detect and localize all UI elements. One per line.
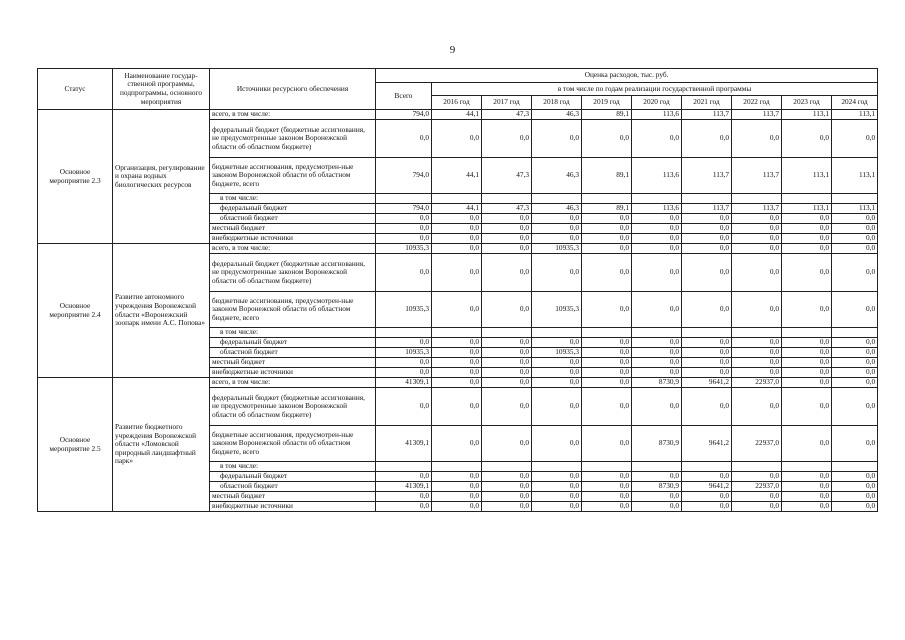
year-value-cell: 0,0	[832, 426, 878, 462]
year-value-cell: 0,0	[432, 388, 482, 426]
year-value-cell: 0,0	[682, 358, 732, 368]
year-value-cell: 0,0	[532, 358, 582, 368]
year-value-cell: 0,0	[632, 472, 682, 482]
total-value-cell: 0,0	[376, 502, 432, 512]
header-year: 2022 год	[732, 96, 782, 110]
source-cell: местный бюджет	[210, 492, 376, 502]
page-number: 9	[449, 44, 456, 56]
year-value-cell: 0,0	[782, 214, 832, 224]
source-cell: в том числе:	[210, 462, 376, 472]
year-value-cell: 22937,0	[732, 482, 782, 492]
year-value-cell: 0,0	[832, 368, 878, 378]
year-value-cell: 0,0	[432, 254, 482, 292]
header-year: 2016 год	[432, 96, 482, 110]
header-total: Всего	[376, 83, 432, 110]
total-value-cell: 0,0	[376, 358, 432, 368]
year-value-cell: 0,0	[532, 472, 582, 482]
year-value-cell: 0,0	[682, 502, 732, 512]
year-value-cell: 0,0	[782, 254, 832, 292]
source-cell: всего, в том числе:	[210, 378, 376, 388]
year-value-cell	[432, 328, 482, 338]
year-value-cell: 89,1	[582, 158, 632, 194]
year-value-cell: 0,0	[432, 348, 482, 358]
year-value-cell	[632, 328, 682, 338]
year-value-cell: 0,0	[632, 244, 682, 254]
year-value-cell: 113,7	[732, 158, 782, 194]
year-value-cell: 0,0	[432, 292, 482, 328]
year-value-cell: 0,0	[632, 338, 682, 348]
header-name: Наименование государ-ственной программы, подпрограммы, основного мероприятия	[113, 69, 210, 110]
source-cell: внебюджетные источники	[210, 502, 376, 512]
year-value-cell: 0,0	[832, 358, 878, 368]
year-value-cell: 22937,0	[732, 426, 782, 462]
source-cell: федеральный бюджет	[210, 204, 376, 214]
activity-name-cell: Организация, регулирование и охрана водных биологических ресурсов	[113, 110, 210, 244]
year-value-cell: 0,0	[582, 120, 632, 158]
year-value-cell: 0,0	[782, 244, 832, 254]
source-cell: федеральный бюджет (бюджетные ассигнования, не предусмотренные законом Воронежской области об областном бюджете)	[210, 254, 376, 292]
year-value-cell: 9641,2	[682, 426, 732, 462]
source-cell: бюджетные ассигнования, предусмотрен-ные законом Воронежской области об областном бюджете, всего	[210, 426, 376, 462]
year-value-cell: 0,0	[732, 502, 782, 512]
year-value-cell: 0,0	[782, 482, 832, 492]
table-row	[38, 244, 878, 254]
year-value-cell: 0,0	[632, 502, 682, 512]
total-value-cell: 794,0	[376, 158, 432, 194]
year-value-cell: 0,0	[482, 368, 532, 378]
year-value-cell: 0,0	[582, 426, 632, 462]
year-value-cell: 0,0	[432, 472, 482, 482]
year-value-cell: 0,0	[782, 224, 832, 234]
year-value-cell: 0,0	[532, 120, 582, 158]
total-value-cell: 0,0	[376, 472, 432, 482]
total-value-cell: 0,0	[376, 224, 432, 234]
table-body	[38, 110, 878, 512]
year-value-cell: 0,0	[782, 120, 832, 158]
total-value-cell: 10935,3	[376, 348, 432, 358]
year-value-cell: 0,0	[532, 254, 582, 292]
year-value-cell: 0,0	[532, 234, 582, 244]
total-value-cell: 0,0	[376, 388, 432, 426]
year-value-cell: 0,0	[632, 214, 682, 224]
source-cell: местный бюджет	[210, 358, 376, 368]
year-value-cell: 0,0	[832, 482, 878, 492]
year-value-cell: 8730,9	[632, 426, 682, 462]
status-cell: Основное мероприятие 2.4	[38, 244, 113, 378]
year-value-cell: 0,0	[632, 234, 682, 244]
year-value-cell: 0,0	[682, 338, 732, 348]
year-value-cell	[532, 194, 582, 204]
year-value-cell: 113,7	[682, 158, 732, 194]
year-value-cell: 0,0	[632, 388, 682, 426]
year-value-cell	[732, 462, 782, 472]
year-value-cell: 10935,3	[532, 348, 582, 358]
total-value-cell: 10935,3	[376, 244, 432, 254]
year-value-cell: 0,0	[732, 492, 782, 502]
year-value-cell: 0,0	[482, 338, 532, 348]
year-value-cell: 0,0	[582, 482, 632, 492]
year-value-cell: 0,0	[482, 214, 532, 224]
total-value-cell	[376, 328, 432, 338]
year-value-cell	[482, 194, 532, 204]
year-value-cell: 0,0	[732, 224, 782, 234]
source-cell: всего, в том числе:	[210, 244, 376, 254]
year-value-cell: 0,0	[482, 502, 532, 512]
total-value-cell: 0,0	[376, 214, 432, 224]
year-value-cell: 113,7	[682, 110, 732, 120]
year-value-cell: 0,0	[582, 348, 632, 358]
year-value-cell: 0,0	[432, 214, 482, 224]
year-value-cell: 0,0	[532, 426, 582, 462]
year-value-cell: 89,1	[582, 110, 632, 120]
year-value-cell: 0,0	[732, 472, 782, 482]
year-value-cell: 0,0	[432, 244, 482, 254]
source-cell: федеральный бюджет (бюджетные ассигнования, не предусмотренные законом Воронежской области об областном бюджете)	[210, 388, 376, 426]
source-cell: местный бюджет	[210, 224, 376, 234]
source-cell: федеральный бюджет (бюджетные ассигнования, не предусмотренные законом Воронежской области об областном бюджете)	[210, 120, 376, 158]
year-value-cell: 0,0	[482, 482, 532, 492]
year-value-cell: 0,0	[582, 388, 632, 426]
year-value-cell: 0,0	[482, 358, 532, 368]
year-value-cell: 0,0	[482, 120, 532, 158]
year-value-cell: 47,3	[482, 158, 532, 194]
year-value-cell: 46,3	[532, 204, 582, 214]
year-value-cell: 0,0	[682, 472, 732, 482]
year-value-cell: 0,0	[832, 244, 878, 254]
year-value-cell: 0,0	[582, 338, 632, 348]
year-value-cell: 0,0	[432, 378, 482, 388]
year-value-cell: 0,0	[782, 292, 832, 328]
table-row	[38, 378, 878, 388]
year-value-cell: 113,6	[632, 110, 682, 120]
year-value-cell: 0,0	[832, 378, 878, 388]
year-value-cell: 0,0	[532, 378, 582, 388]
header-year: 2020 год	[632, 96, 682, 110]
year-value-cell: 0,0	[432, 338, 482, 348]
year-value-cell: 113,7	[682, 204, 732, 214]
year-value-cell: 0,0	[782, 472, 832, 482]
year-value-cell: 0,0	[482, 292, 532, 328]
year-value-cell: 0,0	[682, 234, 732, 244]
year-value-cell	[582, 194, 632, 204]
year-value-cell: 0,0	[532, 338, 582, 348]
year-value-cell	[682, 462, 732, 472]
year-value-cell: 0,0	[582, 502, 632, 512]
header-status: Статус	[38, 69, 113, 110]
year-value-cell: 0,0	[532, 492, 582, 502]
year-value-cell: 0,0	[482, 388, 532, 426]
year-value-cell: 0,0	[832, 472, 878, 482]
year-value-cell: 0,0	[582, 492, 632, 502]
year-value-cell: 0,0	[782, 368, 832, 378]
year-value-cell: 89,1	[582, 204, 632, 214]
year-value-cell: 9641,2	[682, 482, 732, 492]
year-value-cell: 0,0	[782, 348, 832, 358]
total-value-cell: 0,0	[376, 234, 432, 244]
year-value-cell: 113,1	[832, 204, 878, 214]
year-value-cell: 0,0	[582, 358, 632, 368]
year-value-cell: 0,0	[832, 234, 878, 244]
year-value-cell: 0,0	[732, 234, 782, 244]
year-value-cell: 0,0	[432, 120, 482, 158]
year-value-cell: 47,3	[482, 110, 532, 120]
year-value-cell: 9641,2	[682, 378, 732, 388]
source-cell: областной бюджет	[210, 348, 376, 358]
source-cell: областной бюджет	[210, 482, 376, 492]
source-cell: внебюджетные источники	[210, 368, 376, 378]
total-value-cell: 794,0	[376, 204, 432, 214]
year-value-cell: 0,0	[432, 234, 482, 244]
year-value-cell	[482, 462, 532, 472]
year-value-cell: 0,0	[432, 224, 482, 234]
year-value-cell	[432, 462, 482, 472]
year-value-cell: 44,1	[432, 158, 482, 194]
year-value-cell: 0,0	[732, 348, 782, 358]
year-value-cell: 0,0	[832, 214, 878, 224]
year-value-cell	[532, 328, 582, 338]
year-value-cell: 0,0	[832, 502, 878, 512]
year-value-cell: 0,0	[732, 338, 782, 348]
year-value-cell: 0,0	[432, 426, 482, 462]
header-sources: Источники ресурсного обеспечения	[210, 69, 376, 110]
year-value-cell	[432, 194, 482, 204]
header-year: 2019 год	[582, 96, 632, 110]
year-value-cell: 0,0	[532, 368, 582, 378]
year-value-cell: 0,0	[732, 244, 782, 254]
year-value-cell	[782, 328, 832, 338]
year-value-cell: 0,0	[632, 358, 682, 368]
year-value-cell: 0,0	[482, 254, 532, 292]
year-value-cell	[582, 328, 632, 338]
header-year: 2018 год	[532, 96, 582, 110]
year-value-cell: 0,0	[632, 120, 682, 158]
year-value-cell	[832, 328, 878, 338]
total-value-cell: 0,0	[376, 120, 432, 158]
year-value-cell: 0,0	[832, 292, 878, 328]
source-cell: федеральный бюджет	[210, 472, 376, 482]
source-cell: в том числе:	[210, 194, 376, 204]
year-value-cell: 0,0	[782, 388, 832, 426]
year-value-cell: 0,0	[432, 482, 482, 492]
year-value-cell: 0,0	[732, 254, 782, 292]
year-value-cell: 0,0	[582, 224, 632, 234]
year-value-cell: 0,0	[682, 368, 732, 378]
year-value-cell: 0,0	[632, 348, 682, 358]
total-value-cell: 0,0	[376, 338, 432, 348]
year-value-cell	[632, 462, 682, 472]
year-value-cell: 0,0	[682, 292, 732, 328]
status-cell: Основное мероприятие 2.3	[38, 110, 113, 244]
source-cell: всего, в том числе:	[210, 110, 376, 120]
year-value-cell	[532, 462, 582, 472]
year-value-cell	[832, 462, 878, 472]
header-year: 2023 год	[782, 96, 832, 110]
year-value-cell: 10935,3	[532, 292, 582, 328]
year-value-cell: 113,1	[832, 110, 878, 120]
year-value-cell: 113,1	[782, 158, 832, 194]
year-value-cell: 0,0	[682, 244, 732, 254]
resource-table	[37, 68, 878, 512]
year-value-cell: 10935,3	[532, 244, 582, 254]
year-value-cell: 0,0	[532, 214, 582, 224]
status-cell: Основное мероприятие 2.5	[38, 378, 113, 512]
year-value-cell: 0,0	[482, 426, 532, 462]
year-value-cell: 0,0	[532, 224, 582, 234]
year-value-cell: 113,1	[782, 110, 832, 120]
year-value-cell: 0,0	[832, 224, 878, 234]
year-value-cell: 0,0	[782, 338, 832, 348]
year-value-cell	[782, 194, 832, 204]
header-year: 2017 год	[482, 96, 532, 110]
year-value-cell: 0,0	[532, 502, 582, 512]
activity-name-cell: Развитие автономного учреждения Воронежской области «Воронежский зоопарк имени А.С. Попова»	[113, 244, 210, 378]
year-value-cell: 0,0	[582, 378, 632, 388]
year-value-cell: 0,0	[482, 472, 532, 482]
year-value-cell: 0,0	[432, 358, 482, 368]
year-value-cell: 0,0	[682, 492, 732, 502]
year-value-cell: 0,0	[682, 224, 732, 234]
year-value-cell: 113,7	[732, 204, 782, 214]
year-value-cell: 0,0	[832, 492, 878, 502]
year-value-cell: 0,0	[582, 234, 632, 244]
year-value-cell: 0,0	[782, 502, 832, 512]
year-value-cell: 0,0	[482, 348, 532, 358]
year-value-cell: 0,0	[632, 292, 682, 328]
year-value-cell: 0,0	[682, 388, 732, 426]
year-value-cell: 113,1	[832, 158, 878, 194]
year-value-cell: 0,0	[432, 502, 482, 512]
year-value-cell: 44,1	[432, 204, 482, 214]
year-value-cell	[682, 328, 732, 338]
year-value-cell: 0,0	[582, 244, 632, 254]
header-year: 2024 год	[832, 96, 878, 110]
activity-name-cell: Развитие бюджетного учреждения Воронежской области «Ломовской природный ландшафтный парк»	[113, 378, 210, 512]
year-value-cell: 113,6	[632, 204, 682, 214]
year-value-cell: 0,0	[782, 234, 832, 244]
source-cell: в том числе:	[210, 328, 376, 338]
year-value-cell: 8730,9	[632, 482, 682, 492]
total-value-cell: 794,0	[376, 110, 432, 120]
year-value-cell: 0,0	[532, 482, 582, 492]
year-value-cell	[732, 328, 782, 338]
total-value-cell: 41309,1	[376, 426, 432, 462]
header-by-years: в том числе по годам реализации государственной программы	[432, 83, 878, 96]
table-row	[38, 110, 878, 120]
year-value-cell: 0,0	[832, 338, 878, 348]
year-value-cell: 46,3	[532, 158, 582, 194]
source-cell: бюджетные ассигнования, предусмотрен-ные законом Воронежской области об областном бюджете, всего	[210, 292, 376, 328]
total-value-cell: 0,0	[376, 492, 432, 502]
year-value-cell: 0,0	[582, 214, 632, 224]
source-cell: областной бюджет	[210, 214, 376, 224]
year-value-cell: 0,0	[482, 234, 532, 244]
year-value-cell: 0,0	[682, 120, 732, 158]
year-value-cell: 0,0	[632, 254, 682, 292]
year-value-cell: 0,0	[482, 244, 532, 254]
total-value-cell: 0,0	[376, 254, 432, 292]
header-estimate: Оценка расходов, тыс. руб.	[376, 69, 878, 83]
year-value-cell: 0,0	[582, 368, 632, 378]
year-value-cell	[732, 194, 782, 204]
year-value-cell: 22937,0	[732, 378, 782, 388]
year-value-cell: 0,0	[782, 492, 832, 502]
year-value-cell: 0,0	[832, 348, 878, 358]
total-value-cell: 41309,1	[376, 378, 432, 388]
year-value-cell: 0,0	[782, 426, 832, 462]
year-value-cell: 0,0	[632, 224, 682, 234]
year-value-cell: 0,0	[582, 254, 632, 292]
year-value-cell: 0,0	[432, 492, 482, 502]
total-value-cell: 10935,3	[376, 292, 432, 328]
year-value-cell: 0,0	[532, 388, 582, 426]
year-value-cell: 47,3	[482, 204, 532, 214]
year-value-cell	[482, 328, 532, 338]
year-value-cell: 0,0	[732, 388, 782, 426]
year-value-cell: 0,0	[582, 472, 632, 482]
year-value-cell: 0,0	[482, 492, 532, 502]
year-value-cell: 113,7	[732, 110, 782, 120]
total-value-cell	[376, 194, 432, 204]
year-value-cell: 0,0	[832, 120, 878, 158]
year-value-cell: 0,0	[782, 378, 832, 388]
year-value-cell: 0,0	[482, 378, 532, 388]
year-value-cell	[582, 462, 632, 472]
source-cell: федеральный бюджет	[210, 338, 376, 348]
year-value-cell: 0,0	[732, 214, 782, 224]
source-cell: бюджетные ассигнования, предусмотрен-ные законом Воронежской области об областном бюджете, всего	[210, 158, 376, 194]
year-value-cell: 0,0	[732, 368, 782, 378]
year-value-cell: 0,0	[682, 254, 732, 292]
year-value-cell: 0,0	[682, 348, 732, 358]
year-value-cell: 0,0	[682, 214, 732, 224]
year-value-cell: 8730,9	[632, 378, 682, 388]
total-value-cell: 41309,1	[376, 482, 432, 492]
year-value-cell: 0,0	[832, 254, 878, 292]
year-value-cell: 0,0	[632, 492, 682, 502]
year-value-cell: 0,0	[782, 358, 832, 368]
year-value-cell: 0,0	[732, 292, 782, 328]
year-value-cell	[682, 194, 732, 204]
year-value-cell: 46,3	[532, 110, 582, 120]
source-cell: внебюджетные источники	[210, 234, 376, 244]
header-year: 2021 год	[682, 96, 732, 110]
year-value-cell: 0,0	[732, 358, 782, 368]
total-value-cell	[376, 462, 432, 472]
year-value-cell	[632, 194, 682, 204]
year-value-cell: 0,0	[482, 224, 532, 234]
total-value-cell: 0,0	[376, 368, 432, 378]
year-value-cell: 44,1	[432, 110, 482, 120]
year-value-cell	[782, 462, 832, 472]
year-value-cell: 0,0	[832, 388, 878, 426]
year-value-cell: 113,6	[632, 158, 682, 194]
year-value-cell	[832, 194, 878, 204]
year-value-cell: 113,1	[782, 204, 832, 214]
year-value-cell: 0,0	[732, 120, 782, 158]
year-value-cell: 0,0	[632, 368, 682, 378]
year-value-cell: 0,0	[432, 368, 482, 378]
year-value-cell: 0,0	[582, 292, 632, 328]
